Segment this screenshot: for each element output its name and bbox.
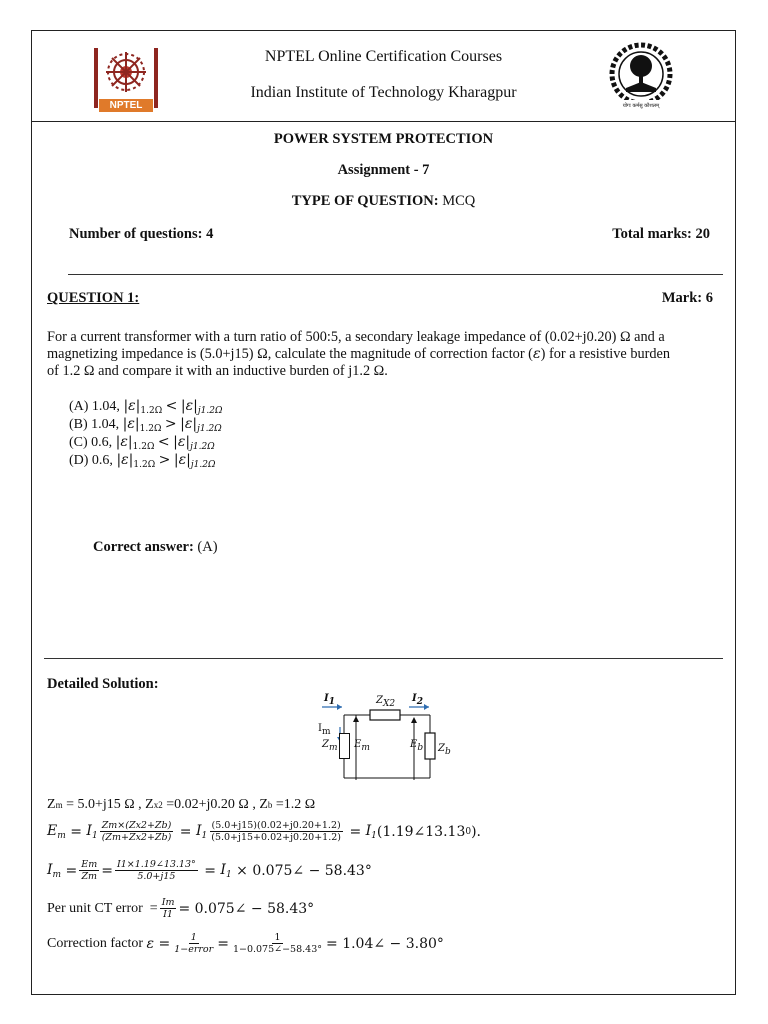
question-mark: Mark: 6 bbox=[661, 290, 713, 306]
label-im: Im bbox=[318, 723, 331, 737]
question-heading: QUESTION 1: bbox=[47, 290, 140, 306]
label-i2: I2 bbox=[412, 693, 423, 707]
given-values: Z m = 5.0+j15 Ω , Z x2 =0.02+j0.20 Ω , Z b =1.2 Ω bbox=[47, 797, 316, 812]
label-eb: Eb bbox=[410, 739, 424, 753]
zb-resistor bbox=[425, 733, 435, 759]
question-text-line-1: For a current transformer with a turn ratio of 500:5, a secondary leakage impedance of (0.02+j0.20) Ω and a bbox=[47, 329, 665, 345]
question-type-value: MCQ bbox=[442, 193, 476, 209]
option-d[interactable]: (D) 0.6, $|\varepsilon|_{1.2\Omega} > |\varepsilon|_{j1.2\Omega}$ bbox=[69, 452, 216, 470]
solution-heading: Detailed Solution: bbox=[47, 676, 159, 692]
label-zm: Zm bbox=[322, 739, 338, 753]
total-marks: Total marks: 20 bbox=[612, 226, 710, 242]
label-em: Em bbox=[354, 739, 370, 753]
header-rule bbox=[31, 121, 736, 122]
equation-em: $E_m$ = $I_1$ $\frac{Zm\times(Zx2+Zb)}{(Zm+Zx2+Zb)}$ = $I_1$ $\frac{(5.0+j15)(0.02+j0.20+1.2)}{(5.0+j15+0.02+j0.20+1.2)}$ = $I_1$ (1.19∠13.13 0 ). bbox=[47, 820, 482, 843]
assignment-label: Assignment - 7 bbox=[337, 162, 430, 178]
equation-correction-factor: Correction factor ε = $\frac{1}{\text{1−error}}$ = $\frac{1}{1-0.075\angle-58.43^\circ}$ = 1.04∠ − 3.80° bbox=[47, 932, 444, 955]
equation-im: $I_m$ = $\frac{Em}{Zm}$ = $\frac{I1\times 1.19\angle 13.13^\circ}{5.0+j15}$ = $I_1$ × 0.075∠ − 58.43° bbox=[47, 859, 372, 882]
header-line-2: Indian Institute of Technology Kharagpur bbox=[250, 84, 517, 101]
option-c[interactable]: (C) 0.6, $|\varepsilon|_{1.2\Omega} < |\varepsilon|_{j1.2\Omega}$ bbox=[69, 434, 215, 452]
option-a[interactable]: (A) 1.04, $|\varepsilon|_{1.2\Omega} < |\varepsilon|_{j1.2\Omega}$ bbox=[69, 398, 223, 416]
course-title: POWER SYSTEM PROTECTION bbox=[273, 131, 494, 147]
zm-resistor bbox=[339, 733, 350, 759]
ct-equivalent-circuit bbox=[316, 693, 451, 783]
label-zb: Zb bbox=[438, 743, 451, 757]
nptel-logo-text: NPTEL bbox=[109, 100, 143, 111]
question-text bbox=[47, 329, 723, 380]
iit-kgp-logo bbox=[608, 42, 674, 114]
question-text-line-2: magnetizing impedance is (5.0+j15) Ω, calculate the magnitude of correction factor (ε) for a resistive burden bbox=[47, 346, 671, 362]
correct-answer: Correct answer: (A) bbox=[93, 539, 218, 555]
option-b[interactable]: (B) 1.04, $|\varepsilon|_{1.2\Omega} > |\varepsilon|_{j1.2\Omega}$ bbox=[69, 416, 222, 434]
divider bbox=[68, 274, 723, 275]
iit-kgp-motto: योगः कर्मसु कौशलम् bbox=[622, 103, 660, 109]
label-zx2: ZX2 bbox=[376, 695, 396, 709]
header-line-1: NPTEL Online Certification Courses bbox=[264, 48, 503, 65]
equation-ct-error: Per unit CT error = $\frac{Im}{I1}$ = 0.075∠ − 58.43° bbox=[47, 897, 315, 920]
solution-divider bbox=[44, 658, 723, 659]
zx2-resistor bbox=[370, 710, 400, 720]
question-type bbox=[31, 193, 736, 210]
label-i1: I1 bbox=[324, 693, 335, 707]
num-questions: Number of questions: 4 bbox=[69, 226, 214, 242]
question-text-line-3: of 1.2 Ω and compare it with an inductive burden of j1.2 Ω. bbox=[47, 363, 388, 379]
question-type-label: TYPE OF QUESTION: bbox=[291, 193, 439, 209]
